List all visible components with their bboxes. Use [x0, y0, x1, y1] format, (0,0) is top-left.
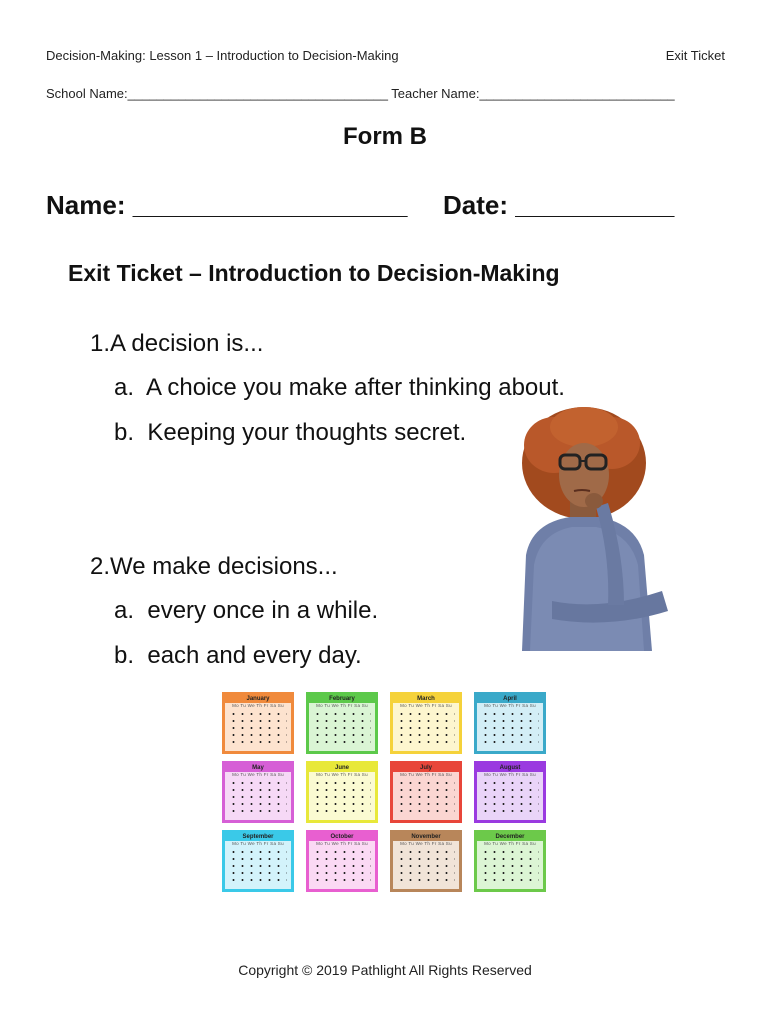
calendar-month-name: March — [393, 695, 459, 703]
calendar-week-row — [481, 857, 539, 861]
calendar-week-row — [397, 857, 455, 861]
calendar-month-name: October — [309, 833, 375, 841]
calendar-week-row — [229, 726, 287, 730]
calendar-week-row — [313, 788, 371, 792]
calendar-week-row — [229, 712, 287, 716]
form-label: Form B — [343, 123, 427, 150]
calendar-month — [306, 761, 378, 823]
calendar-week-row — [481, 733, 539, 737]
calendar-weekdays: Mo Tu We Th Fr Sa Su — [232, 841, 284, 846]
calendar-weekdays: Mo Tu We Th Fr Sa Su — [316, 703, 368, 708]
option-letter: a. — [114, 597, 135, 624]
calendar-week-row — [229, 802, 287, 806]
calendar-week-row — [481, 781, 539, 785]
calendar-week-row — [229, 850, 287, 854]
calendar-week-row — [481, 850, 539, 854]
calendar-month-name: August — [477, 764, 543, 772]
calendar-week-row — [229, 857, 287, 861]
question-1-option-b — [114, 419, 466, 447]
option-text: Keeping your thoughts secret. — [147, 419, 467, 446]
option-text: A choice you make after thinking about. — [146, 374, 565, 401]
calendar-month — [390, 761, 462, 823]
calendar-week-row — [481, 788, 539, 792]
calendar-month-name: February — [309, 695, 375, 703]
calendar-week-row — [313, 850, 371, 854]
calendar-week-row — [481, 878, 539, 882]
calendar-week-row — [229, 871, 287, 875]
calendar-week-row — [313, 719, 371, 723]
school-teacher-line: School Name:____________________________________ Teacher Name:___________________________ — [46, 86, 675, 101]
calendar-month — [306, 692, 378, 754]
calendar-month-name: July — [393, 764, 459, 772]
calendar-week-row — [313, 871, 371, 875]
calendar-week-row — [481, 726, 539, 730]
calendar-month-name: November — [393, 833, 459, 841]
calendar-week-row — [313, 864, 371, 868]
calendar-week-row — [313, 781, 371, 785]
calendar-week-row — [481, 802, 539, 806]
calendar-week-row — [397, 795, 455, 799]
calendar-week-row — [397, 788, 455, 792]
calendar-week-row — [397, 733, 455, 737]
calendar-weekdays: Mo Tu We Th Fr Sa Su — [232, 772, 284, 777]
calendar-month — [222, 692, 294, 754]
calendar-week-row — [229, 788, 287, 792]
question-2-option-a — [114, 597, 378, 625]
option-letter: b. — [114, 419, 135, 446]
calendar-week-row — [229, 719, 287, 723]
calendar-month-name: September — [225, 833, 291, 841]
calendar-week-row — [481, 719, 539, 723]
calendar-week-row — [229, 781, 287, 785]
worksheet-title: Exit Ticket – Introduction to Decision-Making — [68, 260, 560, 286]
calendar-week-row — [481, 795, 539, 799]
calendar-month — [390, 830, 462, 892]
name-field: Name: ___________________ — [46, 190, 408, 220]
calendar-month-name: April — [477, 695, 543, 703]
calendar-week-row — [481, 871, 539, 875]
option-letter: b. — [114, 642, 135, 669]
calendar-month — [222, 761, 294, 823]
thinking-woman-image — [512, 405, 674, 651]
calendar-weekdays: Mo Tu We Th Fr Sa Su — [484, 703, 536, 708]
calendar-week-row — [229, 809, 287, 813]
lesson-header: Decision-Making: Lesson 1 – Introduction to Decision-Making — [46, 48, 399, 63]
copyright-footer: Copyright © 2019 Pathlight All Rights Reserved — [238, 962, 532, 978]
calendar-month — [390, 692, 462, 754]
calendar-week-row — [397, 781, 455, 785]
calendar-week-row — [397, 878, 455, 882]
calendar-week-row — [229, 740, 287, 744]
calendar-month — [474, 692, 546, 754]
calendar-month-name: January — [225, 695, 291, 703]
calendar-month — [474, 830, 546, 892]
option-text: each and every day. — [147, 642, 362, 669]
calendar-month — [222, 830, 294, 892]
question-1 — [90, 330, 263, 358]
question-number: 2. — [90, 553, 111, 580]
calendar-weekdays: Mo Tu We Th Fr Sa Su — [400, 841, 452, 846]
calendar-week-row — [313, 802, 371, 806]
calendar-week-row — [397, 719, 455, 723]
calendar-week-row — [481, 740, 539, 744]
calendar-week-row — [397, 740, 455, 744]
calendar-week-row — [397, 864, 455, 868]
calendar-weekdays: Mo Tu We Th Fr Sa Su — [484, 772, 536, 777]
calendar-weekdays: Mo Tu We Th Fr Sa Su — [400, 703, 452, 708]
calendar-weekdays: Mo Tu We Th Fr Sa Su — [316, 772, 368, 777]
calendar-week-row — [313, 740, 371, 744]
calendar-week-row — [313, 878, 371, 882]
question-text: A decision is... — [110, 330, 264, 357]
calendar-weekdays: Mo Tu We Th Fr Sa Su — [232, 703, 284, 708]
date-field: Date: ___________ — [443, 190, 675, 220]
calendar-week-row — [229, 878, 287, 882]
calendar-week-row — [481, 809, 539, 813]
question-2 — [90, 553, 338, 581]
calendar-month — [474, 761, 546, 823]
question-number: 1. — [90, 330, 111, 357]
calendar-week-row — [313, 809, 371, 813]
calendar-month-name: May — [225, 764, 291, 772]
calendar-week-row — [397, 802, 455, 806]
calendar-grid — [222, 692, 550, 896]
question-1-option-a — [114, 374, 565, 402]
calendar-week-row — [481, 712, 539, 716]
calendar-week-row — [397, 712, 455, 716]
calendar-week-row — [313, 726, 371, 730]
calendar-week-row — [481, 864, 539, 868]
calendar-week-row — [313, 795, 371, 799]
calendar-week-row — [397, 871, 455, 875]
calendar-weekdays: Mo Tu We Th Fr Sa Su — [484, 841, 536, 846]
option-letter: a. — [114, 374, 135, 401]
calendar-week-row — [229, 795, 287, 799]
calendar-week-row — [397, 726, 455, 730]
calendar-month — [306, 830, 378, 892]
calendar-week-row — [229, 733, 287, 737]
calendar-week-row — [229, 864, 287, 868]
calendar-week-row — [313, 712, 371, 716]
question-text: We make decisions... — [110, 553, 338, 580]
question-2-option-b — [114, 642, 362, 670]
calendar-week-row — [313, 733, 371, 737]
calendar-week-row — [397, 850, 455, 854]
calendar-week-row — [397, 809, 455, 813]
calendar-weekdays: Mo Tu We Th Fr Sa Su — [400, 772, 452, 777]
option-text: every once in a while. — [147, 597, 379, 624]
calendar-week-row — [313, 857, 371, 861]
exit-ticket-label: Exit Ticket — [665, 48, 725, 63]
calendar-month-name: December — [477, 833, 543, 841]
calendar-month-name: June — [309, 764, 375, 772]
calendar-weekdays: Mo Tu We Th Fr Sa Su — [316, 841, 368, 846]
